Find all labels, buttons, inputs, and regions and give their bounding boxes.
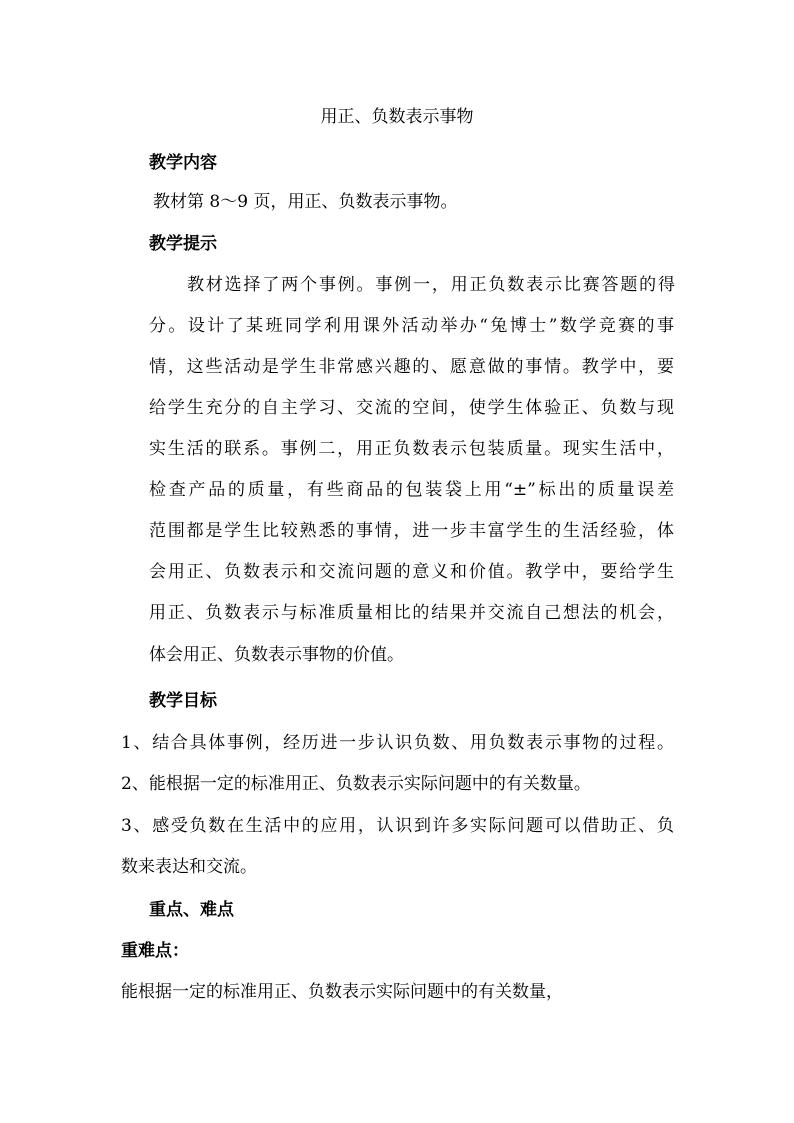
key-points-text: 能根据一定的标准用正、负数表示实际问题中的有关数量，: [121, 982, 563, 1002]
hints-line-7: 范围都是学生比较熟悉的事情，进一步丰富学生的生活经验，体: [149, 521, 674, 541]
hints-line-4: 给学生充分的自主学习、交流的空间，使学生体验正、负数与现: [149, 398, 674, 418]
hints-line-1: 教材选择了两个事例。事例一，用正负数表示比赛答题的得: [187, 275, 675, 295]
goal-item-3-continued: 数来表达和交流。: [121, 857, 257, 877]
section-heading-content: 教学内容: [149, 153, 217, 173]
goal-item-1: 1、结合具体事例，经历进一步认识负数、用负数表示事物的过程。: [121, 733, 674, 753]
goal-item-2: 2、能根据一定的标准用正、负数表示实际问题中的有关数量。: [121, 774, 591, 794]
content-text: 教材第 8～9 页，用正、负数表示事物。: [153, 192, 458, 212]
section-heading-hints: 教学提示: [149, 234, 217, 254]
hints-line-8: 会用正、负数表示和交流问题的意义和价值。教学中，要给学生: [149, 562, 674, 582]
hints-line-9: 用正、负数表示与标准质量相比的结果并交流自己想法的机会，: [149, 603, 674, 623]
hints-line-10: 体会用正、负数表示事物的价值。: [149, 645, 404, 665]
goal-item-3: 3、感受负数在生活中的应用，认识到许多实际问题可以借助正、负: [121, 816, 674, 836]
section-heading-goals: 教学目标: [149, 691, 217, 711]
hints-line-5: 实生活的联系。事例二，用正负数表示包装质量。现实生活中，: [149, 439, 674, 459]
document-title: 用正、负数表示事物: [320, 107, 474, 127]
section-heading-key-points: 重点、难点: [149, 900, 234, 920]
hints-line-6: 检查产品的质量，有些商品的包装袋上用“±”标出的质量误差: [149, 480, 674, 500]
key-points-subheading: 重难点：: [121, 941, 189, 961]
hints-line-3: 情，这些活动是学生非常感兴趣的、愿意做的事情。教学中，要: [149, 357, 674, 377]
hints-line-2: 分。设计了某班同学利用课外活动举办“兔博士”数学竞赛的事: [149, 316, 674, 336]
